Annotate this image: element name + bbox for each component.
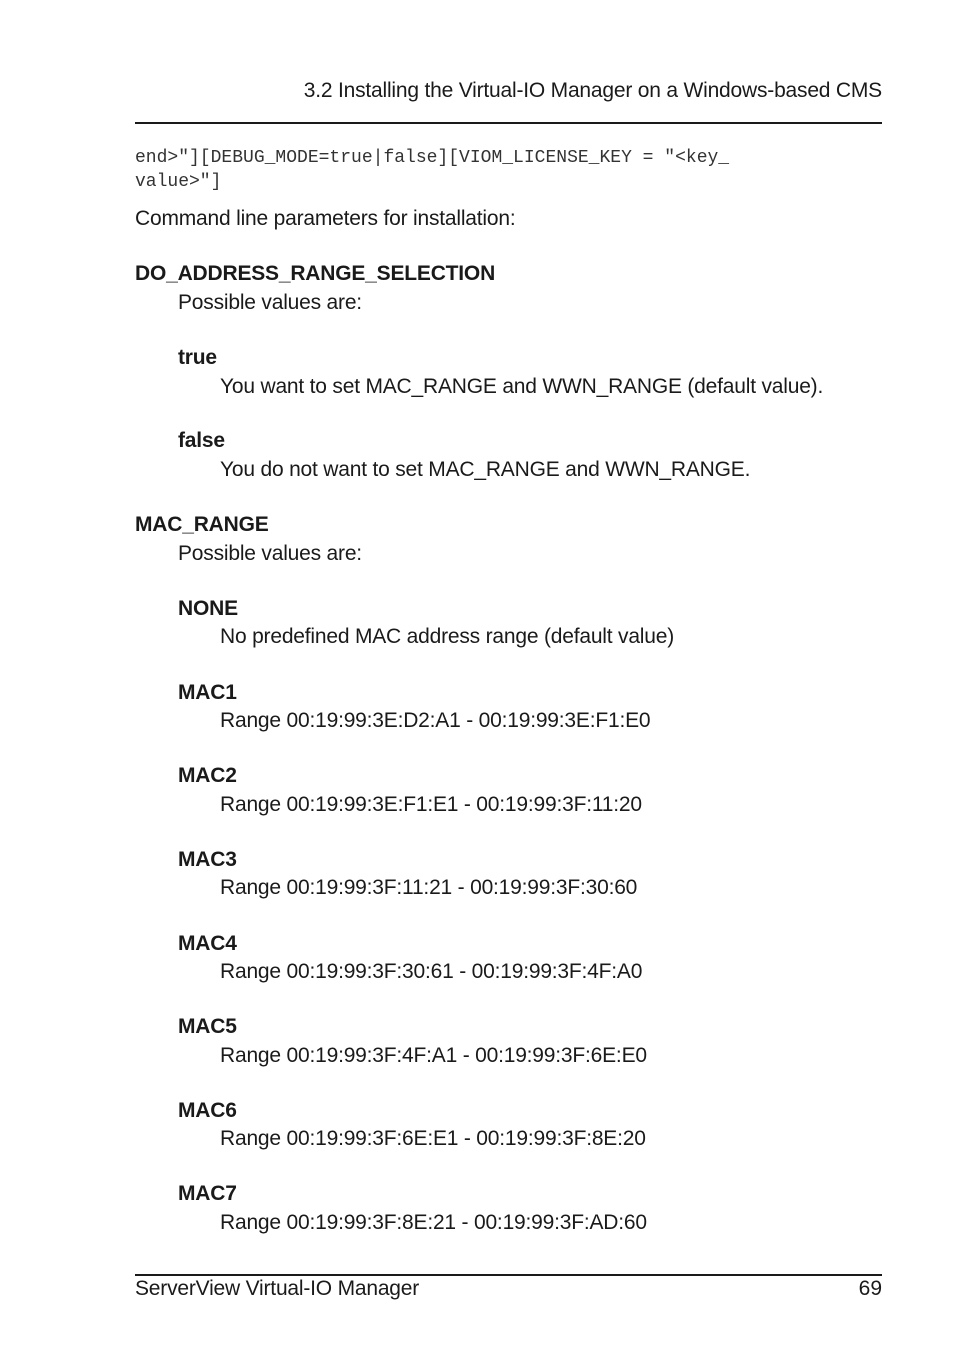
- header-title: 3.2 Installing the Virtual-IO Manager on a Windows-based CMS: [303, 79, 882, 102]
- value-description: No predefined MAC address range (default value): [220, 625, 675, 648]
- code-line: value>"]: [135, 172, 222, 192]
- code-snippet: [135, 146, 835, 194]
- value-name: MAC2: [178, 764, 237, 787]
- param-description: Possible values are:: [178, 542, 362, 565]
- value-name: MAC4: [178, 932, 237, 955]
- value-name: MAC6: [178, 1099, 237, 1122]
- value-description: Range 00:19:99:3F:11:21 - 00:19:99:3F:30:60: [220, 876, 638, 899]
- value-description: Range 00:19:99:3E:D2:A1 - 00:19:99:3E:F1:E0: [220, 709, 651, 732]
- value-name: NONE: [178, 597, 238, 620]
- header-divider: [135, 122, 882, 124]
- value-description: Range 00:19:99:3F:6E:E1 - 00:19:99:3F:8E:20: [220, 1127, 646, 1150]
- param-name: DO_ADDRESS_RANGE_SELECTION: [135, 262, 496, 285]
- param-description: Possible values are:: [178, 291, 362, 314]
- value-description: You do not want to set MAC_RANGE and WWN_RANGE.: [220, 458, 751, 481]
- param-name: MAC_RANGE: [135, 513, 269, 536]
- value-description: Range 00:19:99:3F:30:61 - 00:19:99:3F:4F:A0: [220, 960, 643, 983]
- value-description: Range 00:19:99:3F:4F:A1 - 00:19:99:3F:6E:E0: [220, 1044, 647, 1067]
- value-name: MAC7: [178, 1182, 237, 1205]
- value-description: You want to set MAC_RANGE and WWN_RANGE (default value).: [220, 375, 824, 398]
- value-name: MAC1: [178, 681, 237, 704]
- value-description: Range 00:19:99:3E:F1:E1 - 00:19:99:3F:11:20: [220, 793, 642, 816]
- value-name: MAC3: [178, 848, 237, 871]
- footer-product-name: ServerView Virtual-IO Manager: [135, 1277, 420, 1300]
- value-name: false: [178, 429, 225, 452]
- footer-divider: [135, 1274, 882, 1276]
- page-number: 69: [858, 1277, 882, 1300]
- intro-text: Command line parameters for installation:: [135, 207, 516, 230]
- value-name: MAC5: [178, 1015, 237, 1038]
- value-description: Range 00:19:99:3F:8E:21 - 00:19:99:3F:AD:60: [220, 1211, 647, 1234]
- code-line: end>"][DEBUG_MODE=true|false][VIOM_LICENSE_KEY = "<key_: [135, 148, 730, 168]
- value-name: true: [178, 346, 217, 369]
